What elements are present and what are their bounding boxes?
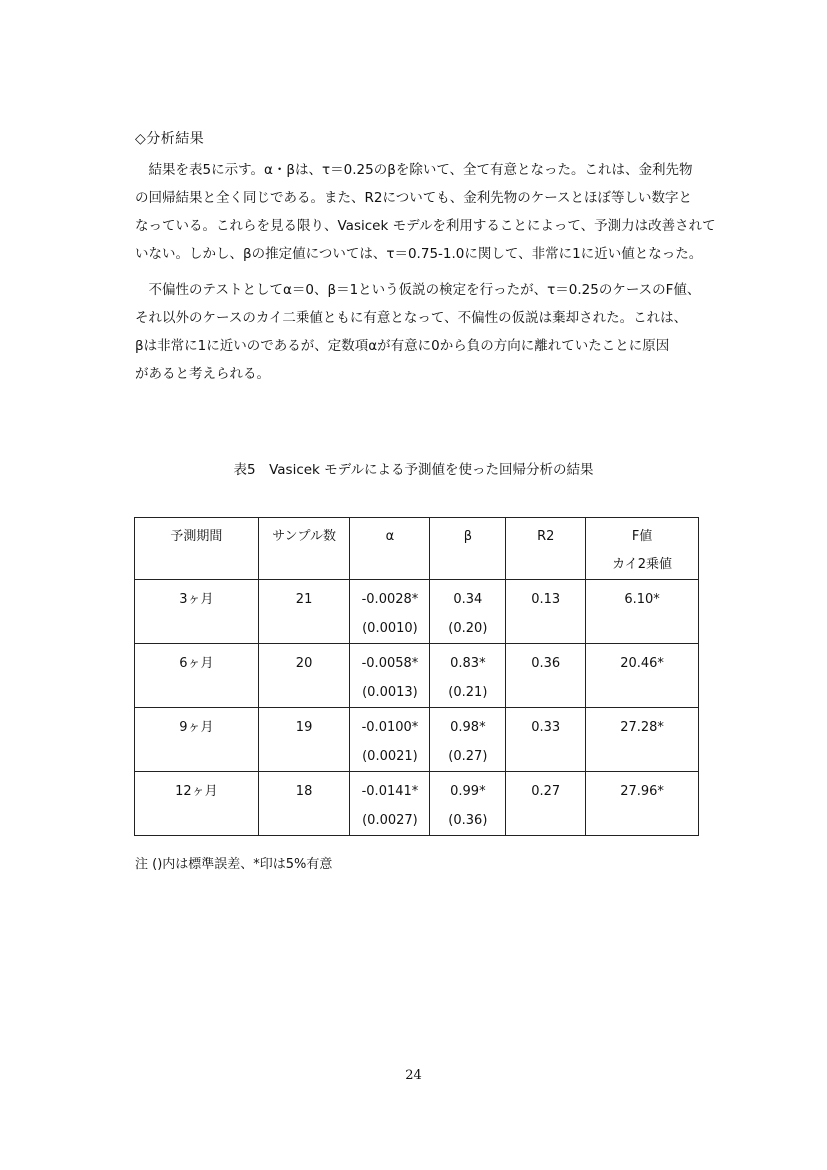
table-note: 注 ()内は標準誤差、*印は5%有意: [135, 857, 333, 872]
header-r2: R2: [506, 518, 586, 580]
page-number: 24: [405, 1068, 422, 1083]
beta-value: 0.98*: [450, 720, 486, 735]
alpha-std-error: (0.0027): [362, 813, 418, 828]
alpha-value: -0.0100*: [361, 720, 419, 735]
paragraph-line: いない。しかし、βの推定値については、τ＝0.75-1.0に関して、非常に1に近い値となった。: [135, 246, 703, 262]
beta-value: 0.99*: [450, 784, 486, 799]
paragraph-line: の回帰結果と全く同じである。また、R2についても、金利先物のケースとほぼ等しい数字と: [135, 190, 693, 206]
table-row: [135, 580, 699, 644]
beta-std-error: (0.27): [448, 749, 488, 764]
header-alpha: α: [350, 518, 430, 580]
table-row: [135, 772, 699, 836]
cell-period: 9ヶ月: [135, 708, 259, 772]
beta-std-error: (0.36): [448, 813, 488, 828]
paragraph-line: βは非常に1に近いのであるが、定数項αが有意に0から負の方向に離れていたことに原因: [135, 338, 670, 354]
table-caption: 表5 Vasicek モデルによる予測値を使った回帰分析の結果: [233, 462, 594, 478]
cell-f-value: 27.28*: [586, 708, 699, 772]
alpha-value: -0.0058*: [361, 656, 419, 671]
cell-r2: 0.27: [506, 772, 586, 836]
cell-alpha: [350, 708, 430, 772]
results-table: [134, 517, 699, 836]
cell-sample-size: 18: [258, 772, 350, 836]
table-header-row: [135, 518, 699, 580]
table-row: [135, 708, 699, 772]
cell-beta: [430, 772, 506, 836]
paragraph-line: それ以外のケースのカイ二乗値ともに有意となって、不偏性の仮説は棄却された。これは、: [135, 310, 688, 326]
header-f-line2: カイ2乗値: [612, 557, 673, 572]
beta-std-error: (0.20): [448, 621, 488, 636]
cell-r2: 0.33: [506, 708, 586, 772]
cell-sample-size: 19: [258, 708, 350, 772]
paragraph-line: 結果を表5に示す。α・βは、τ＝0.25のβを除いて、全て有意となった。これは、金利先物: [135, 162, 693, 178]
cell-alpha: [350, 772, 430, 836]
beta-value: 0.83*: [450, 656, 486, 671]
cell-f-value: 6.10*: [586, 580, 699, 644]
paragraph-line: があると考えられる。: [135, 366, 270, 382]
cell-period: 12ヶ月: [135, 772, 259, 836]
alpha-std-error: (0.0010): [362, 621, 418, 636]
header-f-line1: F値: [631, 529, 653, 544]
paragraph-results: [135, 156, 716, 268]
cell-r2: 0.13: [506, 580, 586, 644]
cell-period: 6ヶ月: [135, 644, 259, 708]
table-row: [135, 644, 699, 708]
beta-value: 0.34: [453, 592, 483, 607]
paragraph-line: なっている。これらを見る限り、Vasicek モデルを利用することによって、予測力は改善されて: [135, 218, 716, 234]
header-beta: β: [430, 518, 506, 580]
cell-period: 3ヶ月: [135, 580, 259, 644]
paragraph-line: 不偏性のテストとしてα＝0、β＝1という仮説の検定を行ったが、τ＝0.25のケースのF値、: [135, 282, 701, 298]
cell-f-value: 20.46*: [586, 644, 699, 708]
cell-beta: [430, 644, 506, 708]
paragraph-unbiasedness: [135, 276, 705, 388]
cell-beta: [430, 580, 506, 644]
alpha-value: -0.0141*: [361, 784, 419, 799]
cell-alpha: [350, 644, 430, 708]
header-sample-size: サンプル数: [258, 518, 350, 580]
alpha-std-error: (0.0013): [362, 685, 418, 700]
cell-sample-size: 21: [258, 580, 350, 644]
cell-f-value: 27.96*: [586, 772, 699, 836]
header-f-value: [586, 518, 699, 580]
cell-sample-size: 20: [258, 644, 350, 708]
cell-r2: 0.36: [506, 644, 586, 708]
header-period: 予測期間: [135, 518, 259, 580]
section-heading: ◇分析結果: [135, 131, 205, 147]
cell-beta: [430, 708, 506, 772]
alpha-std-error: (0.0021): [362, 749, 418, 764]
cell-alpha: [350, 580, 430, 644]
alpha-value: -0.0028*: [361, 592, 419, 607]
beta-std-error: (0.21): [448, 685, 488, 700]
